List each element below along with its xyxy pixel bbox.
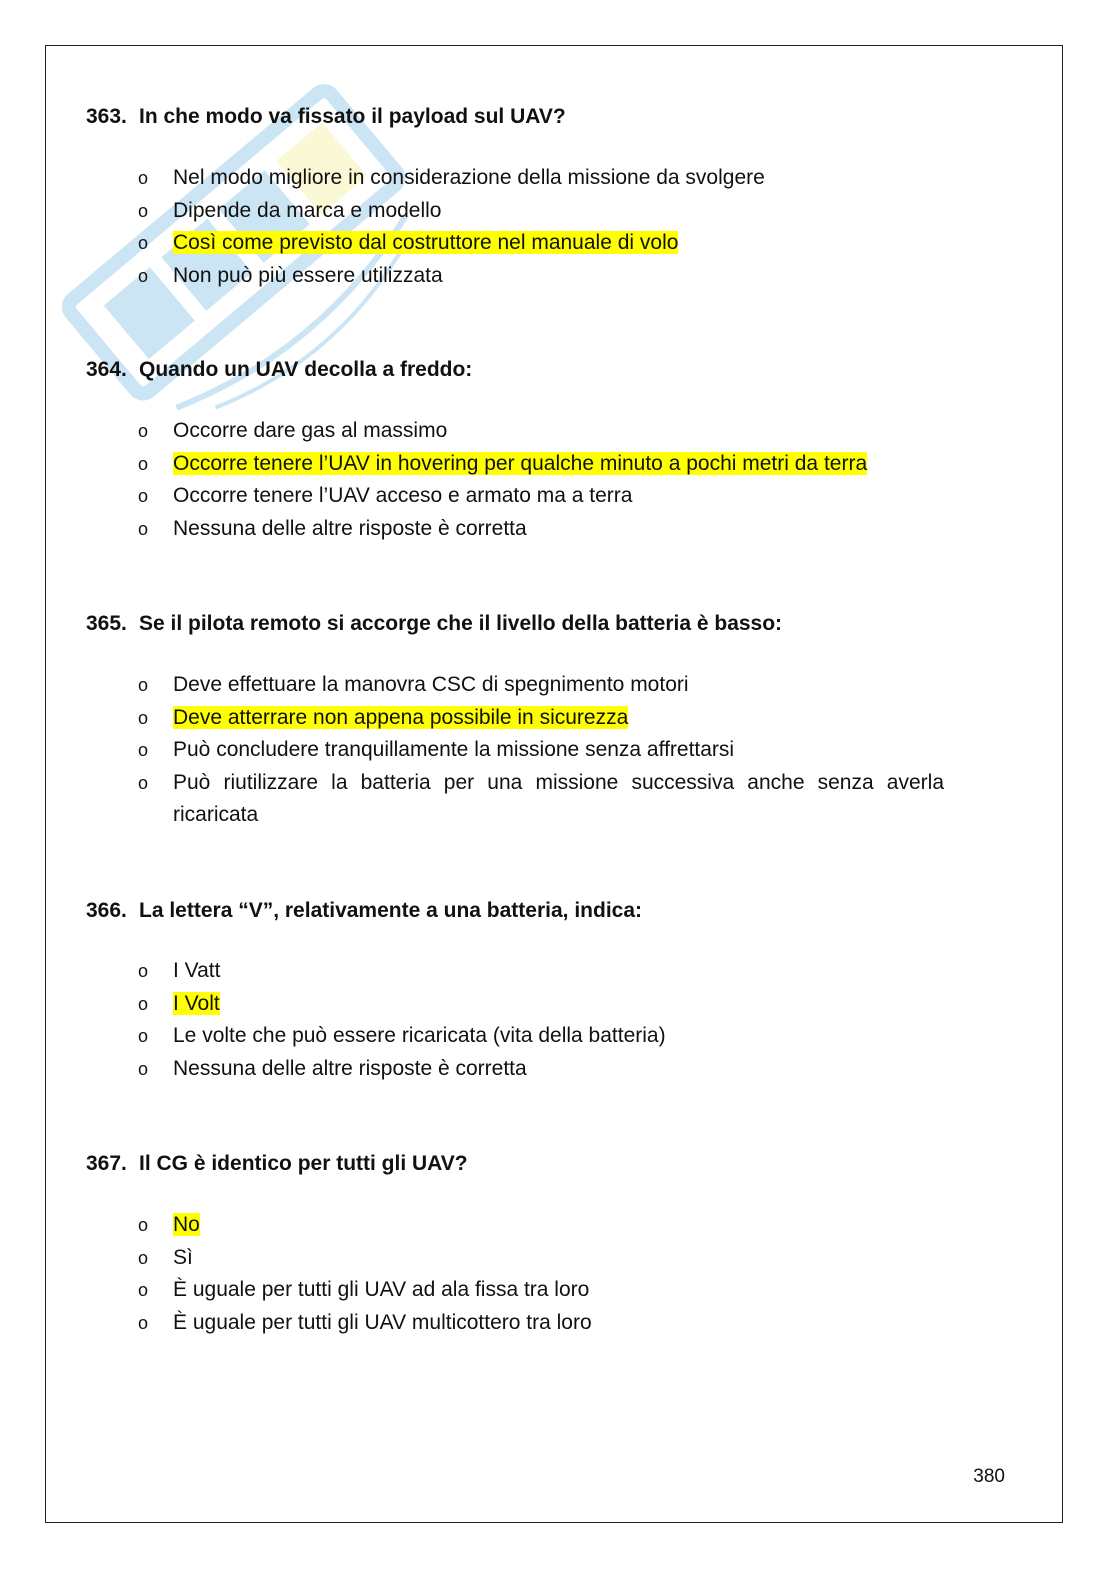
question-number: 363. (86, 105, 127, 128)
option-item (138, 1274, 944, 1307)
bullet-circle-icon: o (138, 1215, 149, 1235)
options-list (138, 1209, 944, 1339)
bullet-circle-icon: o (138, 200, 149, 221)
option-item (138, 162, 944, 195)
options-list (138, 162, 944, 292)
option-item (138, 767, 944, 832)
option-text: Nessuna delle altre risposte è corretta (173, 1056, 527, 1080)
option-item-correct (138, 1209, 944, 1242)
bullet-circle-icon: o (138, 421, 149, 441)
option-text: È uguale per tutti gli UAV ad ala fissa tra loro (173, 1278, 590, 1301)
question-text: Se il pilota remoto si accorge che il livello della batteria è basso: (139, 612, 783, 635)
question-text: Il CG è identico per tutti gli UAV? (139, 1152, 468, 1175)
option-item (138, 669, 944, 702)
bullet-circle-icon: o (138, 707, 149, 728)
bullet-circle-icon: o (138, 518, 149, 539)
option-text-highlighted: I Volt (173, 991, 220, 1015)
option-item (138, 513, 944, 546)
bullet-circle-icon: o (138, 961, 149, 981)
option-item-correct (138, 448, 944, 481)
option-item-correct (138, 227, 944, 260)
question-text: In che modo va fissato il payload sul UAV? (139, 105, 566, 128)
option-text: Sì (173, 1245, 193, 1269)
question-text: Quando un UAV decolla a freddo: (139, 358, 473, 381)
option-item-correct (138, 702, 944, 735)
question-367 (86, 1150, 986, 1334)
bullet-circle-icon: o (138, 265, 149, 286)
question-number: 365. (86, 612, 127, 635)
bullet-circle-icon: o (138, 168, 149, 188)
option-text: Occorre dare gas al massimo (173, 419, 448, 442)
bullet-circle-icon: o (138, 1058, 149, 1079)
option-item-correct (138, 988, 944, 1021)
bullet-circle-icon: o (138, 675, 149, 695)
option-text: Occorre tenere l’UAV acceso e armato ma a terra (173, 484, 633, 507)
question-title (86, 103, 986, 131)
option-text: Nessuna delle altre risposte è corretta (173, 516, 527, 540)
option-item (138, 734, 944, 767)
option-text-highlighted: Occorre tenere l’UAV in hovering per qualche minuto a pochi metri da terra (173, 451, 868, 475)
bullet-circle-icon: o (138, 1280, 149, 1300)
option-item (138, 195, 944, 228)
question-title (86, 356, 986, 384)
question-364 (86, 356, 986, 540)
bullet-circle-icon: o (138, 453, 149, 474)
option-text: Può riutilizzare la batteria per una missione successiva anche senza averla ricaricata (173, 770, 944, 826)
question-365 (86, 610, 986, 826)
option-item (138, 260, 944, 293)
bullet-circle-icon: o (138, 1026, 149, 1046)
bullet-circle-icon: o (138, 993, 149, 1014)
page-number: 380 (973, 1466, 1005, 1487)
option-item (138, 415, 944, 448)
bullet-circle-icon: o (138, 486, 149, 506)
option-item (138, 1020, 944, 1053)
bullet-circle-icon: o (138, 740, 149, 760)
options-list (138, 955, 944, 1085)
option-text: Le volte che può essere ricaricata (vita della batteria) (173, 1024, 666, 1047)
option-text: Dipende da marca e modello (173, 198, 442, 222)
options-list (138, 669, 944, 832)
option-text-highlighted: No (173, 1213, 200, 1236)
option-item (138, 1307, 944, 1340)
bullet-circle-icon: o (138, 233, 149, 253)
option-item (138, 1053, 944, 1086)
question-number: 364. (86, 358, 127, 381)
option-item (138, 955, 944, 988)
question-363 (86, 103, 986, 287)
option-text: Non può più essere utilizzata (173, 263, 443, 287)
option-text: I Vatt (173, 959, 221, 982)
question-text: La lettera “V”, relativamente a una batteria, indica: (139, 899, 643, 922)
question-366 (86, 897, 986, 1080)
question-title (86, 610, 986, 638)
question-number: 367. (86, 1152, 127, 1175)
bullet-circle-icon: o (138, 772, 149, 793)
option-text: Può concludere tranquillamente la missione senza affrettarsi (173, 738, 735, 761)
option-text: Deve effettuare la manovra CSC di spegnimento motori (173, 673, 689, 696)
bullet-circle-icon: o (138, 1247, 149, 1268)
option-item (138, 480, 944, 513)
question-title (86, 897, 986, 925)
question-title (86, 1150, 986, 1178)
options-list (138, 415, 944, 545)
option-text: Nel modo migliore in considerazione della missione da svolgere (173, 166, 765, 189)
option-item (138, 1242, 944, 1275)
bullet-circle-icon: o (138, 1312, 149, 1333)
option-text-highlighted: Deve atterrare non appena possibile in sicurezza (173, 705, 629, 729)
option-text-highlighted: Così come previsto dal costruttore nel manuale di volo (173, 231, 679, 254)
question-number: 366. (86, 899, 127, 922)
option-text: È uguale per tutti gli UAV multicottero tra loro (173, 1310, 592, 1334)
